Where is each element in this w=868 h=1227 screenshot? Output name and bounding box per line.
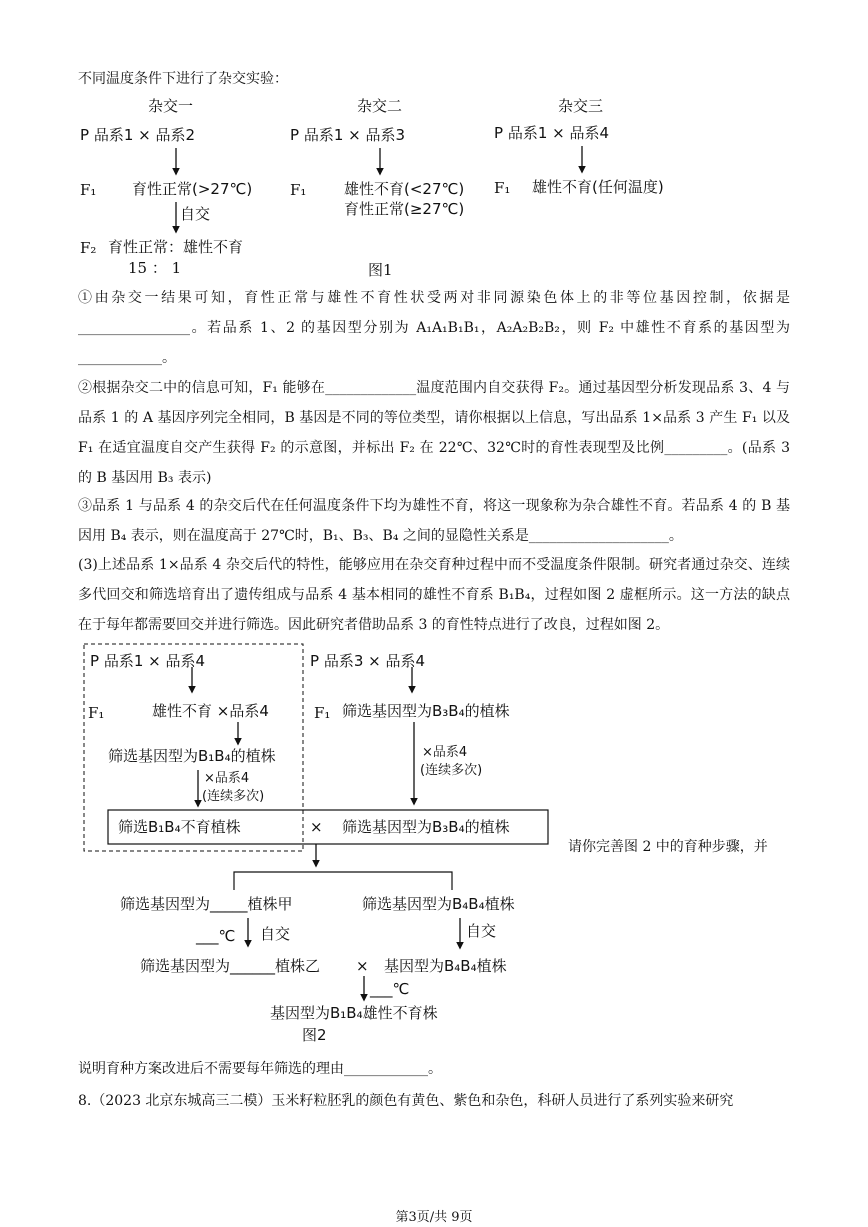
intro-text: 不同温度条件下进行了杂交实验： [78, 71, 288, 87]
fig2-left-f1-label: F₁ [88, 704, 105, 722]
fig2-side-note: 请你完善图 2 中的育种步骤，并 [568, 839, 768, 855]
fig2-row3-left: 筛选基因型为______植株乙 [140, 957, 321, 975]
fig2-temp-2: ___℃ [370, 980, 410, 998]
cross2-f1-line2: 育性正常(≥27℃) [344, 200, 465, 218]
fig2-temp-1: ___℃ [196, 927, 236, 945]
fig2-box-right: 筛选基因型为B₃B₄的植株 [342, 818, 510, 836]
question-1: ①由杂交一结果可知，育性正常与雄性不育性状受两对非同源染色体上的非等位基因控制，依据是________________。若品系 1、2 的基因型分别为 A₁A₁B₁B₁，A₂A₂B₂B₂，则 F₂ 中雄性不育系的基因型为____________。 [78, 290, 790, 366]
cross1-ratio: 15 ： 1 [128, 259, 182, 277]
fig2-right-backcross: ×品系4 [422, 745, 468, 760]
fig2-box-cross: × [310, 818, 323, 836]
fig2-left-parents: P 品系1 × 品系4 [90, 652, 206, 670]
fig2-right-f1-label: F₁ [314, 704, 331, 722]
cross3-parents: P 品系1 × 品系4 [494, 124, 610, 142]
cross1-title: 杂交一 [148, 97, 194, 115]
fig2-left-repeat: (连续多次) [202, 789, 265, 804]
page-footer: 第3页/共 9页 [395, 1210, 473, 1225]
fig2-left-backcross: ×品系4 [204, 771, 250, 786]
question-8: 8.（2023 北京东城高三二模）玉米籽粒胚乳的颜色有黄色、紫色和杂色，科研人员进行了系列实验来研究 [78, 1093, 734, 1109]
fig2-right-f1: 筛选基因型为B₃B₄的植株 [342, 702, 510, 720]
cross2-title: 杂交二 [357, 97, 403, 115]
fig2-box-left: 筛选B₁B₄不育植株 [118, 818, 241, 836]
fig2-right-repeat: (连续多次) [420, 763, 483, 778]
fig2-left-screen: 筛选基因型为B₁B₄的植株 [108, 747, 276, 765]
fig2-row3-cross: × [356, 957, 369, 975]
cross1-parents: P 品系1 × 品系2 [80, 126, 196, 144]
cross1-f1: 育性正常(>27℃) [132, 180, 253, 198]
question-4: (3)上述品系 1×品系 4 杂交后代的特性，能够应用在杂交育种过程中而不受温度条件限制。研究者通过杂交、连续多代回交和筛选培育出了遗传组成与品系 4 基本相同的雄性不育系 B₁B₄，过程如图 2 虚框所示。这一方法的缺点在于每年都需要回交并进行筛选。因此研究者借助品系 3 的育性特点进行了改良，过程如图 2。 [78, 557, 790, 633]
question-3: ③品系 1 与品系 4 的杂交后代在任何温度条件下均为雄性不育，将这一现象称为杂合雄性不育。若品系 4 的 B 基因用 B₄ 表示，则在温度高于 27℃时，B₁、B₃、B₄ 之间的显隐性关系是____________________。 [78, 498, 790, 544]
fig2-row3-right: 基因型为B₄B₄植株 [384, 957, 507, 975]
fig2-branch-left: 筛选基因型为_____植株甲 [120, 895, 293, 913]
fig2-right-parents: P 品系3 × 品系4 [310, 652, 426, 670]
fig2-self-1: 自交 [260, 925, 291, 943]
cross3-f1-label: F₁ [494, 179, 511, 197]
question-2: ②根据杂交二中的信息可知，F₁ 能够在_____________温度范围内自交获得 F₂。通过基因型分析发现品系 3、4 与品系 1 的 A 基因序列完全相同，B 基因是不同的等位类型，请你根据以上信息，写出品系 1×品系 3 产生 F₁ 以及 F₁ 在适宜温度自交产生获得 F₂ 的示意图，并标出 F₂ 在 22℃、32℃时的育性表现型及比例_________。(品系 3 的 B 基因用 B₃ 表示) [78, 380, 790, 486]
fig2-result: 基因型为B₁B₄雄性不育株 [270, 1004, 438, 1022]
cross2-f1-label: F₁ [290, 181, 307, 199]
cross1-selfing: 自交 [180, 205, 211, 223]
cross1-f2-label: F₂ [80, 239, 97, 257]
cross3-title: 杂交三 [558, 97, 604, 115]
cross2-parents: P 品系1 × 品系3 [290, 126, 406, 144]
cross1-f1-label: F₁ [80, 181, 97, 199]
question-5: 说明育种方案改进后不需要每年筛选的理由____________。 [78, 1061, 442, 1077]
cross3-f1: 雄性不育(任何温度) [532, 178, 664, 196]
figure-1-caption: 图1 [368, 261, 393, 279]
cross1-f2: 育性正常：雄性不育 [108, 238, 244, 256]
fig2-left-f1: 雄性不育 ×品系4 [152, 702, 269, 720]
cross2-f1-line1: 雄性不育(<27℃) [344, 180, 465, 198]
fig2-branch-right: 筛选基因型为B₄B₄植株 [362, 895, 515, 913]
figure-2-caption: 图2 [302, 1026, 327, 1044]
fig2-self-2: 自交 [466, 922, 497, 940]
